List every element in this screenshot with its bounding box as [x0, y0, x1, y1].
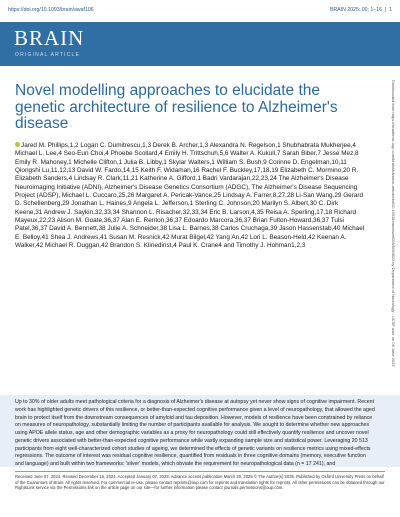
publication-footer: Received June 07, 2024. Revised December 16, 2024. Accepted January 07, 2025. Advance access publication March 20, 2025 © The Author(s) 2025. Published by Oxford University Press on behalf of the Guarantors of Brain. All rights reserved. For commercial re-use, please contact reprints@oup.com for reprints and translation rights for reprints. All other permissions can be obtained through our RightsLink service via the Permissions link on the article page on our site—for further information please contact journals.permissions@oup.com. [15, 474, 385, 491]
running-header [8, 7, 392, 17]
journal-ref-text: BRAIN 2025: 00; 1–16 [330, 7, 382, 13]
article-title: Novel modelling approaches to elucidate the genetic architecture of resilience to Alzheimer's disease [15, 82, 338, 132]
download-note: Downloaded from https://academic.oup.com/brain/advance-article/doi/10.1093/brain/awaf106/8099822 by Department of Neurology - UCSF user on 06 June 2025 [391, 80, 396, 367]
journal-logo: BRAIN [14, 26, 85, 50]
abstract-box [0, 395, 400, 467]
authors-text: Jared M. Phillips,1,2 Logan C. Dumitrescu,1,3 Derek B. Archer,1,3 Alexandra N. Regelson,1 Shubhabrata Mukherjee,4 Michael L. Lee,4 Seo-Eun Choi,4 Phoebe Scollard,4 Emily H. Trittschuh,5,6 Walter A. Kukull,7 Sarah Biber,7 Jesse Mez,8 Emily R. Mahoney,1 Michelle Clifton,1 Julia B. Libby,1 Skylar Walters,1 William S. Bush,9 Corinne D. Engelman,10,11 Qiongshi Lu,11,12,13 David W. Fardo,14,15 Keith F. Widaman,16 Rachel F. Buckley,17,18,19 Elizabeth C. Mormino,20 R. Elizabeth Sanders,4 Lindsay R. Clark,11,21 Katherine A. Gifford,1 Badri Vardarajan,22,23,24 The Alzheimer's Disease Neuroimaging Initiative (ADNI), Alzheimer's Disease Genetics Consortium (ADGC), The Alzheimer's Disease Sequencing Project (ADSP), Michael L. Cuccaro,25,26 Margaret A. Pericak-Vance,25 Lindsay A. Farrer,8,27,28 Li-San Wang,29 Gerard D. Schellenberg,29 Jonathan L. Haines,9 Angela L. Jefferson,1 Sterling C. Johnson,20 Marilyn S. Albert,30 C. Dirk Keene,31 Andrew J. Saykin,32,33,34 Shannon L. Risacher,32,33,34 Eric B. Larson,4,35 Reisa A. Sperling,17,18 Richard Mayeux,22,23 Alison M. Goate,36,37 Alan E. Renton,36,37 Edoardo Marcora,36,37 Brian Fulton-Howard,36,37 Tulsi Patel,36,37 David A. Bennett,38 Julie A. Schneider,38 Lisa L. Barnes,38 Carlos Cruchaga,39 Jason Hassenstab,40 Michael E. Belloy,41 Shea J. Andrews,41 Susan M. Resnick,42 Murat Bilgel,42 Yang An,42 Lori L. Beason-Held,42 Keenan A. Walker,42 Michael R. Duggan,42 Brandon S. Klinedinst,4 Paul K. Crane4 and Timothy J. Hohman1,2,3 [15, 142, 365, 250]
author-list [15, 142, 367, 250]
download-watermark [389, 80, 398, 380]
abstract-text: Up to 30% of older adults meet pathological criteria for a diagnosis of Alzheimer's disease at autopsy yet never show signs of cognitive impairment. Recent work has highlighted genetic drivers of this resilience, or better-than-expected cognitive performance given a level of neuropathology, that allowed the aged brain to protect itself from the downstream consequences of amyloid and tau deposition. However, models of resilience have been constrained by reliance on measures of neuropathology, substantially limiting the number of participants available for analysis. We sought to determine whether new approaches using APOE allele status, age and other demographic variables as a proxy for neuropathology could still effectively quantify resilience and uncover novel genetic drivers associated with better-than-expected cognitive performance while vastly expanding sample size and statistical power. Leveraging 20 513 participants from eight well-characterized cohort studies of ageing, we determined the effects of genetic variants on resilience metrics using mixed-effects regressions. The outcome of interest was residual cognitive resilience, quantified from residuals in three cognitive domains (memory, executive function and language) and built within two frameworks: 'silver' models, which obviate the requirement for neuropathological data (n = 17 241), and [15, 399, 375, 467]
journal-reference: BRAIN 2025: 00; 1–16 | 1 [330, 7, 392, 13]
page-number: 1 [389, 7, 392, 13]
footer-divider [15, 471, 385, 472]
article-type-label: ORIGINAL ARTICLE [15, 52, 81, 58]
orcid-icon[interactable] [15, 142, 20, 147]
doi-link[interactable]: https://doi.org/10.1093/brain/awaf106 [8, 7, 94, 13]
